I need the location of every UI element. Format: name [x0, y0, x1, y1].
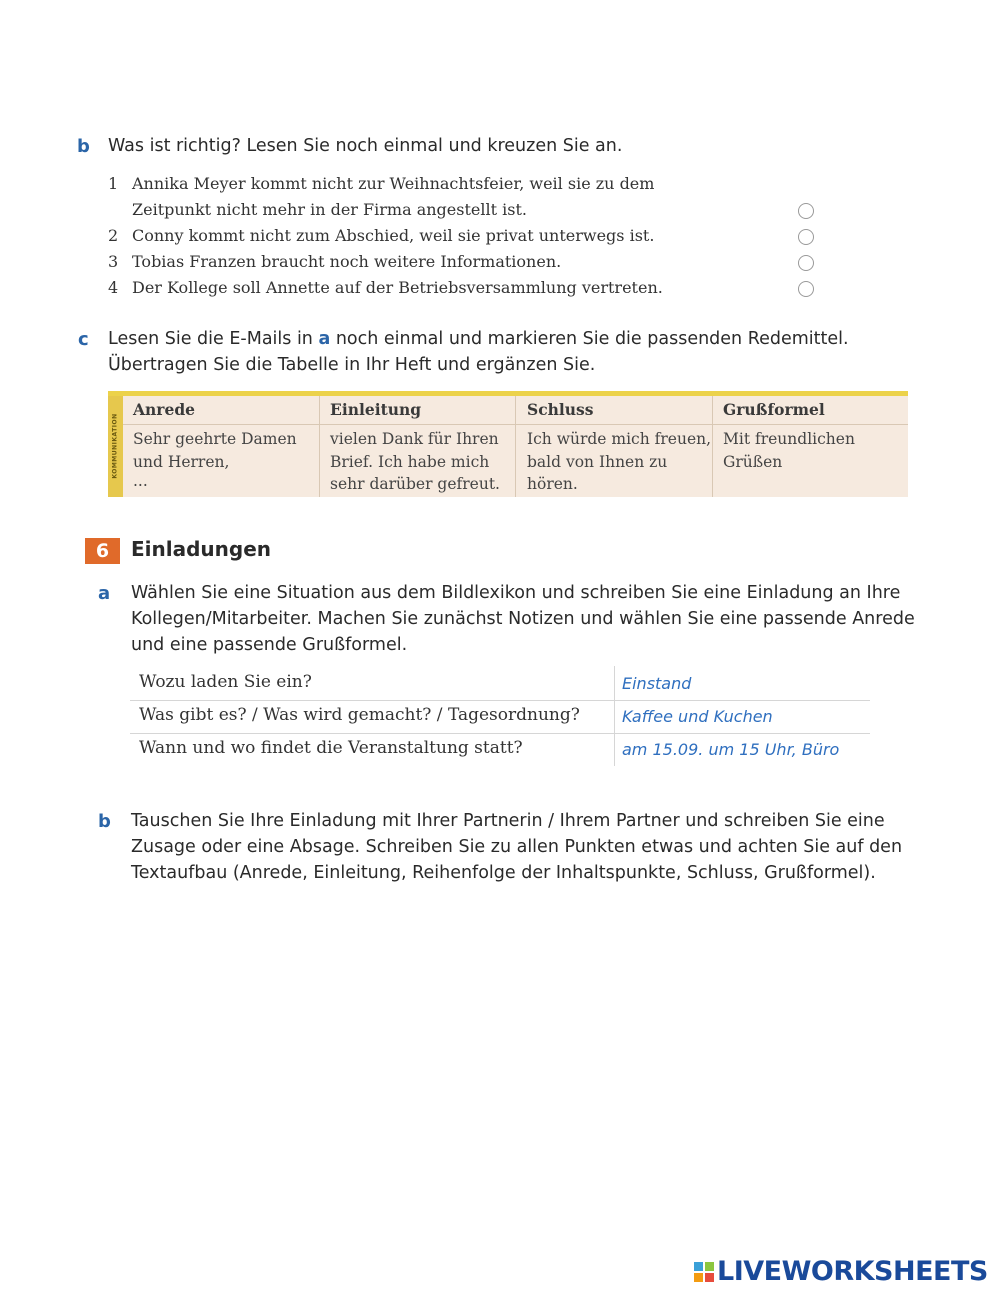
section-number-badge: 6 — [85, 538, 120, 564]
cell-line: bald von Ihnen zu — [527, 452, 668, 471]
instruction-line: Tauschen Sie Ihre Einladung mit Ihrer Partnerin / Ihrem Partner und schreiben Sie eine — [131, 811, 885, 831]
task-b-letter: b — [77, 136, 90, 157]
instruction-text: noch einmal und markieren Sie die passenden Redemittel. — [330, 329, 849, 349]
instruction-line: Wählen Sie eine Situation aus dem Bildlexikon und schreiben Sie eine Einladung an Ihre — [131, 583, 901, 603]
item-text: Tobias Franzen braucht noch weitere Informationen. — [132, 252, 562, 271]
item-text: Annika Meyer kommt nicht zur Weihnachtsfeier, weil sie zu dem — [132, 174, 655, 193]
notes-question: Was gibt es? / Was wird gemacht? / Tagesordnung? — [139, 705, 580, 725]
answer-checkbox[interactable] — [798, 255, 814, 271]
table-cell-schluss — [527, 428, 711, 496]
cell-line: vielen Dank für Ihren — [330, 430, 499, 448]
answer-checkbox[interactable] — [798, 281, 814, 297]
liveworksheets-logo[interactable] — [694, 1256, 988, 1287]
cell-line: Sehr geehrte Damen — [133, 430, 297, 448]
kommunikation-side-label — [108, 396, 123, 497]
side-label-text: KOMMUNIKATION — [111, 413, 119, 479]
table-header-einleitung: Einleitung — [330, 400, 422, 419]
accent-bar — [108, 391, 908, 396]
list-item — [108, 278, 663, 297]
instruction-line: Zusage oder eine Absage. Schreiben Sie zu allen Punkten etwas und achten Sie auf den — [131, 837, 903, 857]
list-item — [108, 174, 654, 193]
table-cell-einleitung — [330, 428, 500, 496]
table-header-anrede: Anrede — [133, 400, 196, 419]
list-item — [108, 226, 654, 245]
cell-line: Mit freundlichen — [723, 430, 855, 448]
task-b-instruction: Was ist richtig? Lesen Sie noch einmal und kreuzen Sie an. — [108, 136, 623, 156]
task-c-letter: c — [78, 329, 89, 350]
task-a-letter: a — [98, 583, 111, 604]
instruction-line: und eine passende Grußformel. — [131, 635, 408, 655]
column-divider — [712, 396, 713, 497]
cell-line: Ich würde mich freuen, — [527, 430, 712, 448]
instruction-line: Textaufbau (Anrede, Einleitung, Reihenfolge der Inhaltspunkte, Schluss, Grußformel). — [131, 863, 876, 883]
notes-row — [130, 667, 870, 701]
item-number: 4 — [108, 278, 119, 297]
table-cell-anrede — [133, 428, 297, 489]
section-title: Einladungen — [131, 537, 272, 561]
kommunikation-table — [108, 391, 908, 497]
item-number: 2 — [108, 226, 119, 245]
table-cell-grussformel — [723, 428, 855, 473]
notes-row — [130, 700, 870, 734]
notes-question: Wann und wo findet die Veranstaltung statt? — [139, 738, 523, 758]
instruction-text: Übertragen Sie die Tabelle in Ihr Heft und ergänzen Sie. — [108, 355, 596, 375]
task-a-instruction — [131, 580, 915, 658]
task-b2-letter: b — [98, 811, 111, 832]
item-text: Conny kommt nicht zum Abschied, weil sie privat unterwegs ist. — [132, 226, 655, 245]
instruction-line: Kollegen/Mitarbeiter. Machen Sie zunächst Notizen und wählen Sie eine passende Anrede — [131, 609, 915, 629]
item-number: 1 — [108, 174, 119, 193]
notes-question: Wozu laden Sie ein? — [139, 672, 312, 692]
item-number: 3 — [108, 252, 119, 271]
answer-checkbox[interactable] — [798, 203, 814, 219]
column-divider — [319, 396, 320, 497]
task-c-instruction — [108, 326, 849, 378]
cell-line: sehr darüber gefreut. — [330, 475, 500, 493]
cell-line: ... — [133, 472, 148, 490]
table-header-grussformel: Grußformel — [723, 400, 825, 419]
notes-answer[interactable]: Kaffee und Kuchen — [622, 707, 773, 726]
liveworksheets-logo-icon — [694, 1262, 714, 1282]
notes-row — [130, 733, 870, 766]
exercise-reference: a — [318, 329, 331, 349]
logo-text: LIVEWORKSHEETS — [717, 1256, 988, 1287]
notes-answer[interactable]: Einstand — [622, 674, 692, 693]
task-b2-instruction — [131, 808, 902, 886]
list-item-continued — [132, 200, 527, 219]
cell-line: Grüßen — [723, 452, 783, 471]
item-text: Zeitpunkt nicht mehr in der Firma angestellt ist. — [132, 200, 527, 219]
answer-checkbox[interactable] — [798, 229, 814, 245]
cell-line: und Herren, — [133, 452, 230, 471]
item-text: Der Kollege soll Annette auf der Betriebsversammlung vertreten. — [132, 278, 663, 297]
instruction-text: Lesen Sie die E-Mails in — [108, 329, 319, 349]
list-item — [108, 252, 561, 271]
notes-answer[interactable]: am 15.09. um 15 Uhr, Büro — [622, 740, 840, 759]
cell-line: Brief. Ich habe mich — [330, 452, 490, 471]
cell-line: hören. — [527, 475, 578, 493]
table-header-schluss: Schluss — [527, 400, 594, 419]
column-divider — [515, 396, 516, 497]
